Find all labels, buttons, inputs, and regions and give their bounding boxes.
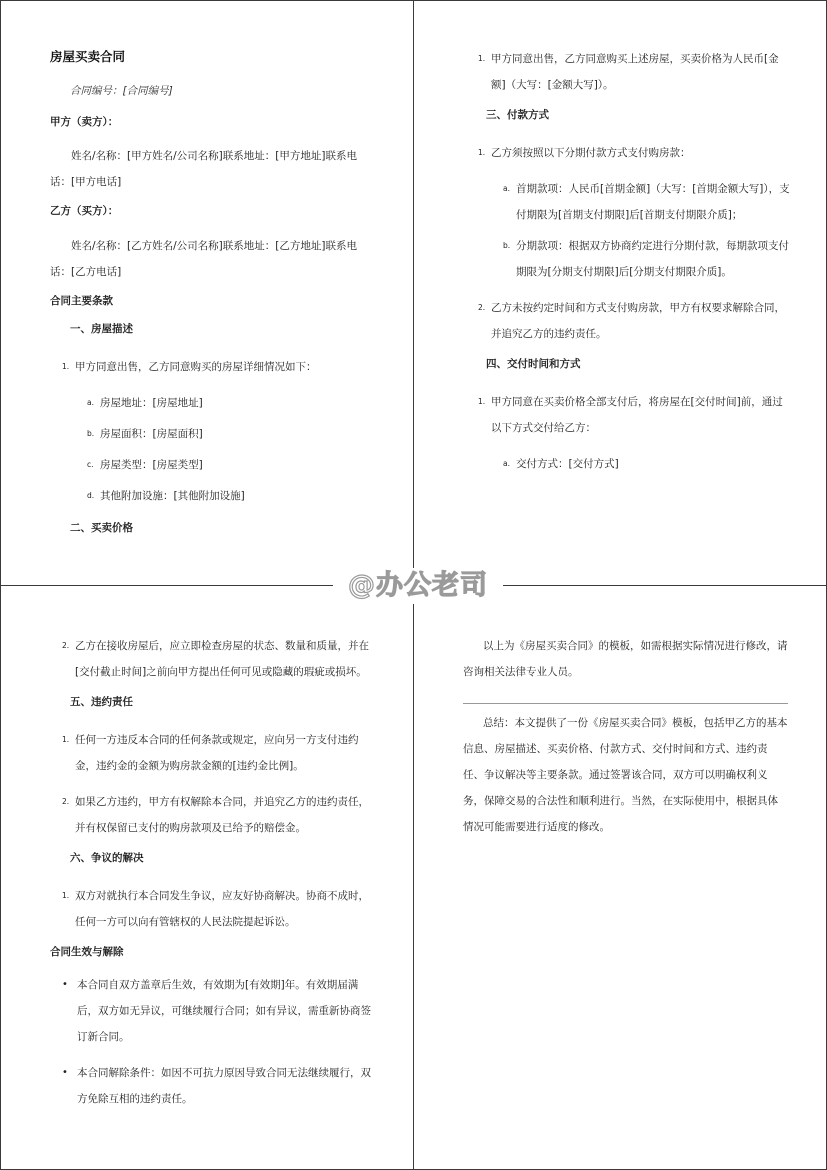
page-top-right <box>466 46 791 482</box>
closing-paragraph: 以上为《房屋买卖合同》的模板，如需根据实际情况进行修改，请咨询相关法律专业人员。 <box>463 640 788 678</box>
list-item <box>50 727 375 779</box>
watermark: @办公老司 <box>333 568 503 604</box>
contract-number: 合同编号：[合同编号] <box>70 84 173 97</box>
list-item-text: 如果乙方违约，甲方有权解除本合同，并追究乙方的违约责任，并有权保留已支付的购房款项及已给予的赔偿金。 <box>75 795 369 834</box>
party-b-info: 姓名/名称：[乙方姓名/公司名称]联系地址：[乙方地址]联系电话：[乙方电话] <box>50 240 357 278</box>
sub-list-label: b. <box>87 428 95 438</box>
sub-list-text: 房屋面积：[房屋面积] <box>100 427 203 440</box>
sub-list-label: a. <box>503 183 510 193</box>
list-item <box>466 46 791 98</box>
sub-list-item <box>466 233 791 285</box>
sub-list-text: 分期款项：根据双方协商约定进行分期付款，每期款项支付期限为[分期支付期限]后[分期支付期限介质]。 <box>516 239 789 278</box>
list-item-text: 任何一方违反本合同的任何条款或规定，应向另一方支付违约金，违约金的金额为购房款金额的[违约金比例]。 <box>75 733 359 772</box>
bullet-text: 本合同解除条件：如因不可抗力原因导致合同无法继续履行，双方免除互相的违约责任。 <box>77 1067 371 1106</box>
bullet-item <box>50 972 375 1050</box>
list-item <box>50 789 375 841</box>
sub-list-text: 其他附加设施：[其他附加设施] <box>100 489 245 502</box>
list-item-text: 双方对就执行本合同发生争议，应友好协商解决。协商不成时，任何一方可以向有管辖权的人民法院提起诉讼。 <box>75 889 369 928</box>
summary-divider <box>463 703 788 704</box>
effect-heading: 合同生效与解除 <box>50 945 124 958</box>
sub-list-item <box>466 451 791 477</box>
list-item <box>466 140 791 166</box>
sub-list-label: d. <box>87 490 95 500</box>
list-number: 1. <box>62 890 70 900</box>
section-house-description: 一、房屋描述 <box>70 322 133 335</box>
list-number: 2. <box>62 641 70 650</box>
bullet-icon: • <box>62 979 68 991</box>
list-number: 2. <box>62 796 70 806</box>
list-item-text: 甲方同意出售，乙方同意购买的房屋详细情况如下： <box>75 360 317 373</box>
party-a-label: 甲方（卖方）： <box>50 115 119 128</box>
page-top-left <box>50 48 375 552</box>
sub-list-text: 交付方式：[交付方式] <box>516 457 619 470</box>
list-item <box>50 354 375 380</box>
party-a-info: 姓名/名称：[甲方姓名/公司名称]联系地址：[甲方地址]联系电话：[甲方电话] <box>50 150 357 189</box>
sub-list-label: c. <box>87 459 94 469</box>
sub-list-label: a. <box>503 458 510 468</box>
list-item-text: 甲方同意出售，乙方同意购买上述房屋，买卖价格为人民币[金额]（大写：[金额大写]）。 <box>491 53 779 91</box>
list-number: 1. <box>478 54 486 63</box>
page-bottom-right <box>463 633 788 840</box>
section-payment: 三、付款方式 <box>486 109 549 121</box>
bullet-text: 本合同自双方盖章后生效，有效期为[有效期]年。有效期届满后，双方如无异议，可继续履行合同；如有异议，需重新协商签订新合同。 <box>77 979 371 1044</box>
sub-list-item <box>50 390 375 416</box>
sub-list-label: b. <box>503 240 511 250</box>
list-number: 1. <box>478 396 486 406</box>
list-item <box>466 295 791 347</box>
sub-list-item <box>466 176 791 228</box>
list-number: 1. <box>478 147 486 157</box>
section-dispute: 六、争议的解决 <box>70 851 144 864</box>
list-number: 1. <box>62 734 70 744</box>
section-price: 二、买卖价格 <box>70 521 133 534</box>
sub-list-item <box>50 421 375 447</box>
sub-list-text: 房屋类型：[房屋类型] <box>100 458 203 471</box>
party-b-label: 乙方（买方）： <box>50 205 119 218</box>
summary-paragraph: 总结：本文提供了一份《房屋买卖合同》模板，包括甲乙方的基本信息、房屋描述、买卖价格、付款方式、交付时间和方式、违约责任、争议解决等主要条款。通过签署该合同，双方可以明确权利义务，保障交易的合法性和顺利进行。当然，在实际使用中，根据具体情况可能需要进行适度的修改。 <box>463 717 788 833</box>
sub-list-item <box>50 483 375 509</box>
bullet-item <box>50 1060 375 1112</box>
sub-list-label: a. <box>87 397 94 407</box>
sub-list-item <box>50 452 375 478</box>
list-number: 2. <box>478 302 486 312</box>
section-delivery: 四、交付时间和方式 <box>486 357 581 370</box>
list-item-text: 乙方在接收房屋后，应立即检查房屋的状态、数量和质量，并在[交付截止时间]之前向甲方提出任何可见或隐藏的瑕疵或损坏。 <box>75 640 369 678</box>
list-item <box>50 633 375 685</box>
section-liability: 五、违约责任 <box>70 696 133 708</box>
list-item <box>50 883 375 935</box>
bullet-icon: • <box>62 1067 68 1079</box>
list-item <box>466 389 791 441</box>
sub-list-text: 首期款项：人民币[首期金额]（大写：[首期金额大写]），支付期限为[首期支付期限]后[首期支付期限介质]； <box>516 182 790 221</box>
list-item-text: 乙方未按约定时间和方式支付购房款，甲方有权要求解除合同，并追究乙方的违约责任。 <box>491 301 785 340</box>
main-terms-heading: 合同主要条款 <box>50 295 113 307</box>
document-title: 房屋买卖合同 <box>50 49 126 64</box>
list-number: 1. <box>62 361 70 371</box>
list-item-text: 甲方同意在买卖价格全部支付后，将房屋在[交付时间]前，通过以下方式交付给乙方： <box>491 395 783 434</box>
page-bottom-left <box>50 633 375 1122</box>
list-item-text: 乙方须按照以下分期付款方式支付购房款： <box>491 146 691 159</box>
sub-list-text: 房屋地址：[房屋地址] <box>100 396 203 409</box>
